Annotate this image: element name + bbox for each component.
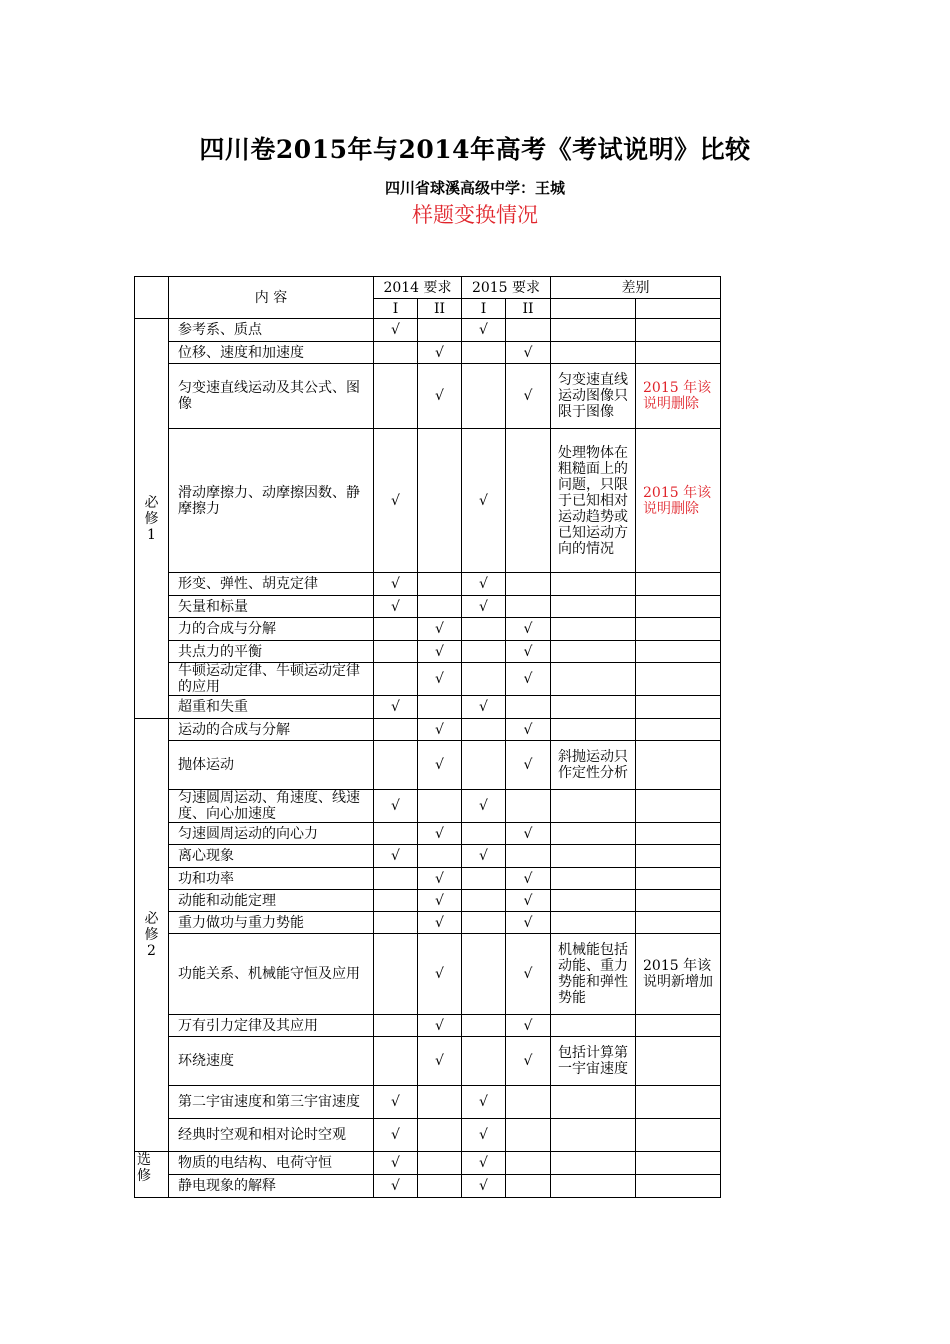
content-cell: 抛体运动 [169, 741, 374, 790]
table-row [135, 912, 721, 934]
diff-note [551, 823, 636, 845]
diff-note: 处理物体在粗糙面上的问题，只限于已知相对运动趋势或已知运动方向的情况 [551, 429, 636, 573]
remark-note [636, 823, 721, 845]
table-row [135, 596, 721, 618]
table-row [135, 790, 721, 823]
table-row [135, 719, 721, 741]
empty-cell [374, 1037, 418, 1086]
diff-note: 包括计算第一宇宙速度 [551, 1037, 636, 1086]
empty-cell [462, 618, 506, 641]
diff-note [551, 618, 636, 641]
table-row [135, 364, 721, 429]
check-mark: √ [506, 741, 551, 790]
content-cell: 重力做功与重力势能 [169, 912, 374, 934]
empty-cell [374, 618, 418, 641]
empty-cell [462, 641, 506, 663]
remark-note: 2015 年该说明删除 [636, 364, 721, 429]
table-row [135, 618, 721, 641]
empty-cell [374, 912, 418, 934]
check-mark: √ [374, 1086, 418, 1119]
empty-cell [418, 1152, 462, 1175]
empty-cell [506, 696, 551, 719]
content-cell: 匀变速直线运动及其公式、图像 [169, 364, 374, 429]
sub-header-2015-II: II [506, 299, 551, 319]
module-label [135, 1152, 169, 1198]
remark-note [636, 868, 721, 890]
diff-note: 机械能包括动能、重力势能和弹性势能 [551, 934, 636, 1015]
check-mark: √ [506, 890, 551, 912]
check-mark: √ [462, 1086, 506, 1119]
empty-cell [462, 719, 506, 741]
remark-note [636, 790, 721, 823]
check-mark: √ [374, 429, 418, 573]
diff-note: 斜抛运动只作定性分析 [551, 741, 636, 790]
check-mark: √ [374, 573, 418, 596]
empty-cell [418, 1175, 462, 1198]
author-line: 四川省球溪高级中学：王城 [384, 179, 565, 197]
check-mark: √ [418, 1015, 462, 1037]
content-cell: 万有引力定律及其应用 [169, 1015, 374, 1037]
content-cell: 牛顿运动定律、牛顿运动定律的应用 [169, 663, 374, 696]
remark-note [636, 641, 721, 663]
content-cell: 经典时空观和相对论时空观 [169, 1119, 374, 1152]
table-row [135, 1015, 721, 1037]
check-mark: √ [418, 641, 462, 663]
content-cell: 滑动摩擦力、动摩擦因数、静摩擦力 [169, 429, 374, 573]
empty-cell [462, 1015, 506, 1037]
empty-cell [462, 934, 506, 1015]
check-mark: √ [374, 1152, 418, 1175]
diff-note [551, 890, 636, 912]
empty-cell [506, 429, 551, 573]
check-mark: √ [506, 1037, 551, 1086]
empty-cell [506, 1086, 551, 1119]
diff-note [551, 1015, 636, 1037]
check-mark: √ [418, 741, 462, 790]
table-row [135, 868, 721, 890]
remark-note [636, 1015, 721, 1037]
empty-cell [462, 1037, 506, 1086]
check-mark: √ [506, 868, 551, 890]
empty-cell [374, 1015, 418, 1037]
check-mark: √ [374, 790, 418, 823]
content-cell: 矢量和标量 [169, 596, 374, 618]
module-char: 修 [137, 1168, 151, 1184]
content-cell: 物质的电结构、电荷守恒 [169, 1152, 374, 1175]
sub-header-2014-I: I [374, 299, 418, 319]
empty-cell [506, 573, 551, 596]
table-row [135, 890, 721, 912]
table-row [135, 663, 721, 696]
remark-note [636, 890, 721, 912]
check-mark: √ [506, 912, 551, 934]
diff-note [551, 1086, 636, 1119]
check-mark: √ [418, 342, 462, 364]
empty-cell [418, 790, 462, 823]
diff-note [551, 641, 636, 663]
table-row [135, 1086, 721, 1119]
diff-note [551, 1152, 636, 1175]
remark-note [636, 1175, 721, 1198]
table-row [135, 1152, 721, 1175]
content-cell: 动能和动能定理 [169, 890, 374, 912]
diff-note [551, 1119, 636, 1152]
module-header-cell [135, 277, 169, 319]
check-mark: √ [418, 823, 462, 845]
table-row [135, 319, 721, 342]
content-cell: 共点力的平衡 [169, 641, 374, 663]
table-row [135, 573, 721, 596]
empty-cell [418, 845, 462, 868]
empty-cell [462, 890, 506, 912]
table-row [135, 934, 721, 1015]
check-mark: √ [506, 342, 551, 364]
check-mark: √ [506, 719, 551, 741]
content-cell: 第二宇宙速度和第三宇宙速度 [169, 1086, 374, 1119]
check-mark: √ [462, 573, 506, 596]
remark-note [636, 663, 721, 696]
diff-note [551, 663, 636, 696]
table-row [135, 823, 721, 845]
remark-sub-blank [636, 299, 721, 319]
empty-cell [374, 934, 418, 1015]
empty-cell [418, 319, 462, 342]
remark-note [636, 573, 721, 596]
diff-note [551, 573, 636, 596]
diff-note [551, 845, 636, 868]
content-cell: 参考系、质点 [169, 319, 374, 342]
empty-cell [374, 823, 418, 845]
content-cell: 静电现象的解释 [169, 1175, 374, 1198]
check-mark: √ [374, 1119, 418, 1152]
empty-cell [462, 741, 506, 790]
diff-header: 差别 [551, 277, 721, 299]
remark-note [636, 1086, 721, 1119]
module-char: 2 [147, 943, 156, 959]
module-char: 必 [144, 494, 159, 511]
sub-header-2015-I: I [462, 299, 506, 319]
check-mark: √ [462, 429, 506, 573]
check-mark: √ [506, 364, 551, 429]
check-mark: √ [374, 696, 418, 719]
sub-header-2014-II: II [418, 299, 462, 319]
module-char: 选 [137, 1152, 151, 1168]
table-row [135, 741, 721, 790]
empty-cell [374, 719, 418, 741]
table-row [135, 1037, 721, 1086]
table-row [135, 342, 721, 364]
remark-note [636, 319, 721, 342]
diff-note [551, 719, 636, 741]
empty-cell [506, 596, 551, 618]
content-cell: 离心现象 [169, 845, 374, 868]
check-mark: √ [418, 912, 462, 934]
content-cell: 匀速圆周运动、角速度、线速度、向心加速度 [169, 790, 374, 823]
remark-note [636, 741, 721, 790]
content-header: 内 容 [169, 277, 374, 319]
section-heading: 样题变换情况 [412, 203, 538, 227]
diff-note [551, 696, 636, 719]
table-row [135, 696, 721, 719]
check-mark: √ [374, 319, 418, 342]
check-mark: √ [506, 823, 551, 845]
diff-note [551, 596, 636, 618]
module-char: 必 [144, 911, 159, 927]
diff-note [551, 790, 636, 823]
module-char: 修 [144, 510, 159, 527]
comparison-table [134, 276, 721, 1198]
empty-cell [462, 868, 506, 890]
check-mark: √ [506, 1015, 551, 1037]
check-mark: √ [462, 1119, 506, 1152]
check-mark: √ [418, 719, 462, 741]
check-mark: √ [418, 1037, 462, 1086]
empty-cell [462, 823, 506, 845]
check-mark: √ [374, 845, 418, 868]
remark-note [636, 1119, 721, 1152]
header-2014: 2014 要求 [374, 277, 462, 299]
table-body [135, 319, 721, 1198]
check-mark: √ [506, 641, 551, 663]
empty-cell [462, 342, 506, 364]
check-mark: √ [462, 596, 506, 618]
diff-note [551, 868, 636, 890]
empty-cell [462, 663, 506, 696]
empty-cell [418, 573, 462, 596]
remark-note [636, 912, 721, 934]
empty-cell [374, 663, 418, 696]
page-title: 四川卷2015年与2014年高考《考试说明》比较 [199, 135, 751, 164]
check-mark: √ [462, 319, 506, 342]
empty-cell [506, 790, 551, 823]
empty-cell [374, 890, 418, 912]
remark-note [636, 596, 721, 618]
empty-cell [418, 596, 462, 618]
content-cell: 超重和失重 [169, 696, 374, 719]
empty-cell [418, 696, 462, 719]
check-mark: √ [462, 1175, 506, 1198]
remark-note [636, 342, 721, 364]
empty-cell [418, 429, 462, 573]
empty-cell [506, 1119, 551, 1152]
check-mark: √ [462, 696, 506, 719]
empty-cell [374, 641, 418, 663]
table-row [135, 641, 721, 663]
check-mark: √ [506, 618, 551, 641]
empty-cell [462, 364, 506, 429]
empty-cell [506, 1152, 551, 1175]
remark-note [636, 618, 721, 641]
remark-note [636, 1152, 721, 1175]
table-row [135, 1175, 721, 1198]
content-cell: 功能关系、机械能守恒及应用 [169, 934, 374, 1015]
empty-cell [374, 868, 418, 890]
diff-note: 匀变速直线运动图像只限于图像 [551, 364, 636, 429]
empty-cell [506, 319, 551, 342]
content-cell: 功和功率 [169, 868, 374, 890]
diff-note [551, 1175, 636, 1198]
module-char: 修 [144, 927, 159, 943]
content-cell: 力的合成与分解 [169, 618, 374, 641]
check-mark: √ [462, 790, 506, 823]
check-mark: √ [462, 1152, 506, 1175]
table-row [135, 1119, 721, 1152]
check-mark: √ [418, 618, 462, 641]
check-mark: √ [506, 934, 551, 1015]
module-label [135, 719, 169, 1152]
empty-cell [418, 1086, 462, 1119]
remark-note [636, 845, 721, 868]
content-cell: 匀速圆周运动的向心力 [169, 823, 374, 845]
empty-cell [506, 845, 551, 868]
content-cell: 位移、速度和加速度 [169, 342, 374, 364]
diff-note [551, 342, 636, 364]
check-mark: √ [418, 868, 462, 890]
table-row [135, 429, 721, 573]
remark-note: 2015 年该说明删除 [636, 429, 721, 573]
remark-note [636, 719, 721, 741]
empty-cell [418, 1119, 462, 1152]
remark-note: 2015 年该说明新增加 [636, 934, 721, 1015]
check-mark: √ [374, 596, 418, 618]
remark-note [636, 1037, 721, 1086]
remark-note [636, 696, 721, 719]
table-row [135, 845, 721, 868]
check-mark: √ [418, 663, 462, 696]
content-cell: 环绕速度 [169, 1037, 374, 1086]
check-mark: √ [418, 364, 462, 429]
content-cell: 形变、弹性、胡克定律 [169, 573, 374, 596]
diff-sub-blank [551, 299, 636, 319]
diff-note [551, 912, 636, 934]
check-mark: √ [418, 934, 462, 1015]
check-mark: √ [506, 663, 551, 696]
empty-cell [506, 1175, 551, 1198]
check-mark: √ [374, 1175, 418, 1198]
header-2015: 2015 要求 [462, 277, 551, 299]
module-char: 1 [147, 526, 156, 543]
empty-cell [374, 741, 418, 790]
check-mark: √ [418, 890, 462, 912]
empty-cell [374, 364, 418, 429]
empty-cell [462, 912, 506, 934]
empty-cell [374, 342, 418, 364]
module-label [135, 319, 169, 719]
content-cell: 运动的合成与分解 [169, 719, 374, 741]
check-mark: √ [462, 845, 506, 868]
diff-note [551, 319, 636, 342]
